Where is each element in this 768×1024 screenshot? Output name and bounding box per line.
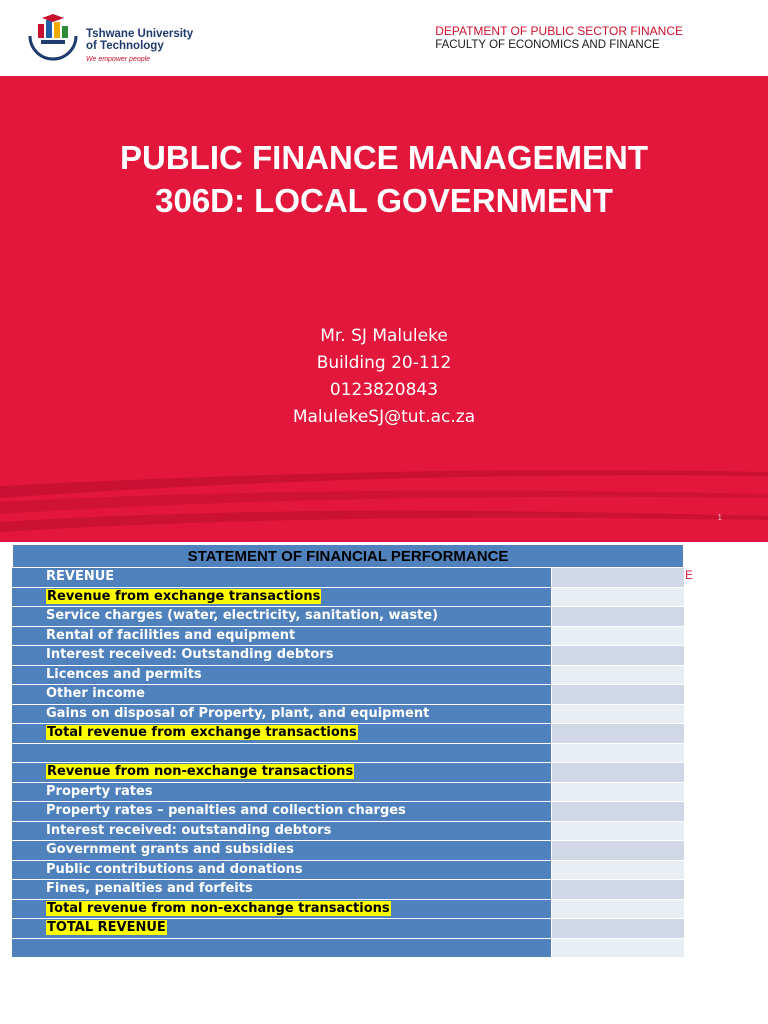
slide-header [0, 0, 768, 76]
row-value-cell [552, 861, 684, 881]
table-row [12, 861, 684, 881]
label-text: Licences and permits [46, 666, 202, 682]
department-block [435, 24, 683, 52]
highlighted-label-text: Revenue from exchange transactions [47, 588, 321, 604]
table-title: STATEMENT OF FINANCIAL PERFORMANCE [12, 544, 684, 568]
row-label [12, 783, 552, 803]
table-row [12, 763, 684, 783]
title-panel [0, 76, 768, 542]
row-label [12, 802, 552, 822]
financial-performance-table [12, 544, 684, 958]
table-row [12, 919, 684, 939]
highlighted-label-text: Total revenue from non-exchange transactions [47, 900, 390, 916]
row-label [12, 822, 552, 842]
label-text: REVENUE [46, 569, 115, 584]
row-label [12, 763, 552, 783]
row-label [12, 919, 552, 939]
tut-logo-icon [24, 14, 82, 66]
table-row [12, 588, 684, 608]
slide-title [0, 136, 768, 222]
lecturer-email: MalulekeSJ@tut.ac.za [292, 407, 476, 427]
row-value-cell [552, 607, 684, 627]
row-label [12, 685, 552, 705]
table-row [12, 568, 684, 588]
label-text: Interest received: Outstanding debtors [46, 647, 334, 662]
lecturer-contact [0, 323, 768, 431]
row-label [12, 588, 552, 608]
table-body [12, 568, 684, 958]
row-value-cell [552, 744, 684, 764]
row-value-cell [552, 919, 684, 939]
label-text: Other income [46, 686, 145, 701]
stray-text: E [685, 568, 694, 582]
row-value-cell [552, 822, 684, 842]
table-row [12, 705, 684, 725]
row-value-cell [552, 705, 684, 725]
table-row [12, 841, 684, 861]
row-value-cell [552, 880, 684, 900]
lecturer-building: Building 20-112 [316, 353, 452, 373]
row-label [12, 880, 552, 900]
university-name: Tshwane University of Technology [86, 28, 194, 52]
row-value-cell [552, 841, 684, 861]
row-value-cell [552, 783, 684, 803]
row-label [12, 744, 552, 764]
label-text: Rental of facilities and equipment [46, 627, 296, 643]
table-row [12, 880, 684, 900]
row-label [12, 841, 552, 861]
table-row [12, 646, 684, 666]
label-text: Interest received: outstanding debtors [46, 822, 332, 838]
faculty-name: FACULTY OF ECONOMICS AND FINANCE [435, 39, 660, 51]
table-row [12, 607, 684, 627]
row-value-cell [552, 646, 684, 666]
label-text: Service charges (water, electricity, sanitation, waste) [46, 608, 439, 623]
row-value-cell [552, 900, 684, 920]
row-value-cell [552, 763, 684, 783]
row-value-cell [552, 802, 684, 822]
table-row [12, 939, 684, 959]
table-row [12, 666, 684, 686]
row-value-cell [552, 568, 684, 588]
label-text: Property rates – penalties and collection charges [46, 803, 406, 818]
highlighted-label-text: Total revenue from exchange transactions [47, 725, 357, 740]
row-label [12, 724, 552, 744]
page-number: 1 [717, 513, 722, 522]
row-value-cell [552, 627, 684, 647]
table-row [12, 744, 684, 764]
label-text: Government grants and subsidies [46, 842, 294, 857]
title-line-2: 306D: LOCAL GOVERNMENT [155, 182, 613, 219]
table-row [12, 802, 684, 822]
table-row [12, 900, 684, 920]
lecturer-name: Mr. SJ Maluleke [320, 326, 448, 346]
table-row [12, 783, 684, 803]
title-line-1: PUBLIC FINANCE MANAGEMENT [120, 139, 648, 176]
row-value-cell [552, 685, 684, 705]
row-label [12, 666, 552, 686]
decorative-swoosh [0, 466, 768, 542]
label-text: Public contributions and donations [46, 861, 303, 877]
row-label [12, 607, 552, 627]
university-logo [24, 14, 204, 70]
row-label [12, 627, 552, 647]
lecturer-phone: 0123820843 [329, 380, 439, 400]
department-name: DEPATMENT OF PUBLIC SECTOR FINANCE [435, 24, 683, 38]
row-label [12, 861, 552, 881]
row-label [12, 939, 552, 959]
row-label [12, 705, 552, 725]
table-row [12, 685, 684, 705]
row-value-cell [552, 588, 684, 608]
row-label [12, 568, 552, 588]
highlighted-label-text: Revenue from non-exchange transactions [47, 764, 354, 779]
row-value-cell [552, 724, 684, 744]
label-text: Property rates [46, 783, 153, 799]
row-value-cell [552, 666, 684, 686]
highlighted-label-text: TOTAL REVENUE [47, 920, 166, 935]
table-row [12, 822, 684, 842]
row-label [12, 646, 552, 666]
row-value-cell [552, 939, 684, 959]
university-slogan: We empower people [86, 56, 151, 63]
label-text: Fines, penalties and forfeits [46, 881, 253, 896]
table-row [12, 627, 684, 647]
row-label [12, 900, 552, 920]
statement-slide [0, 542, 768, 1024]
label-text: Gains on disposal of Property, plant, and equipment [46, 705, 430, 721]
table-row [12, 724, 684, 744]
